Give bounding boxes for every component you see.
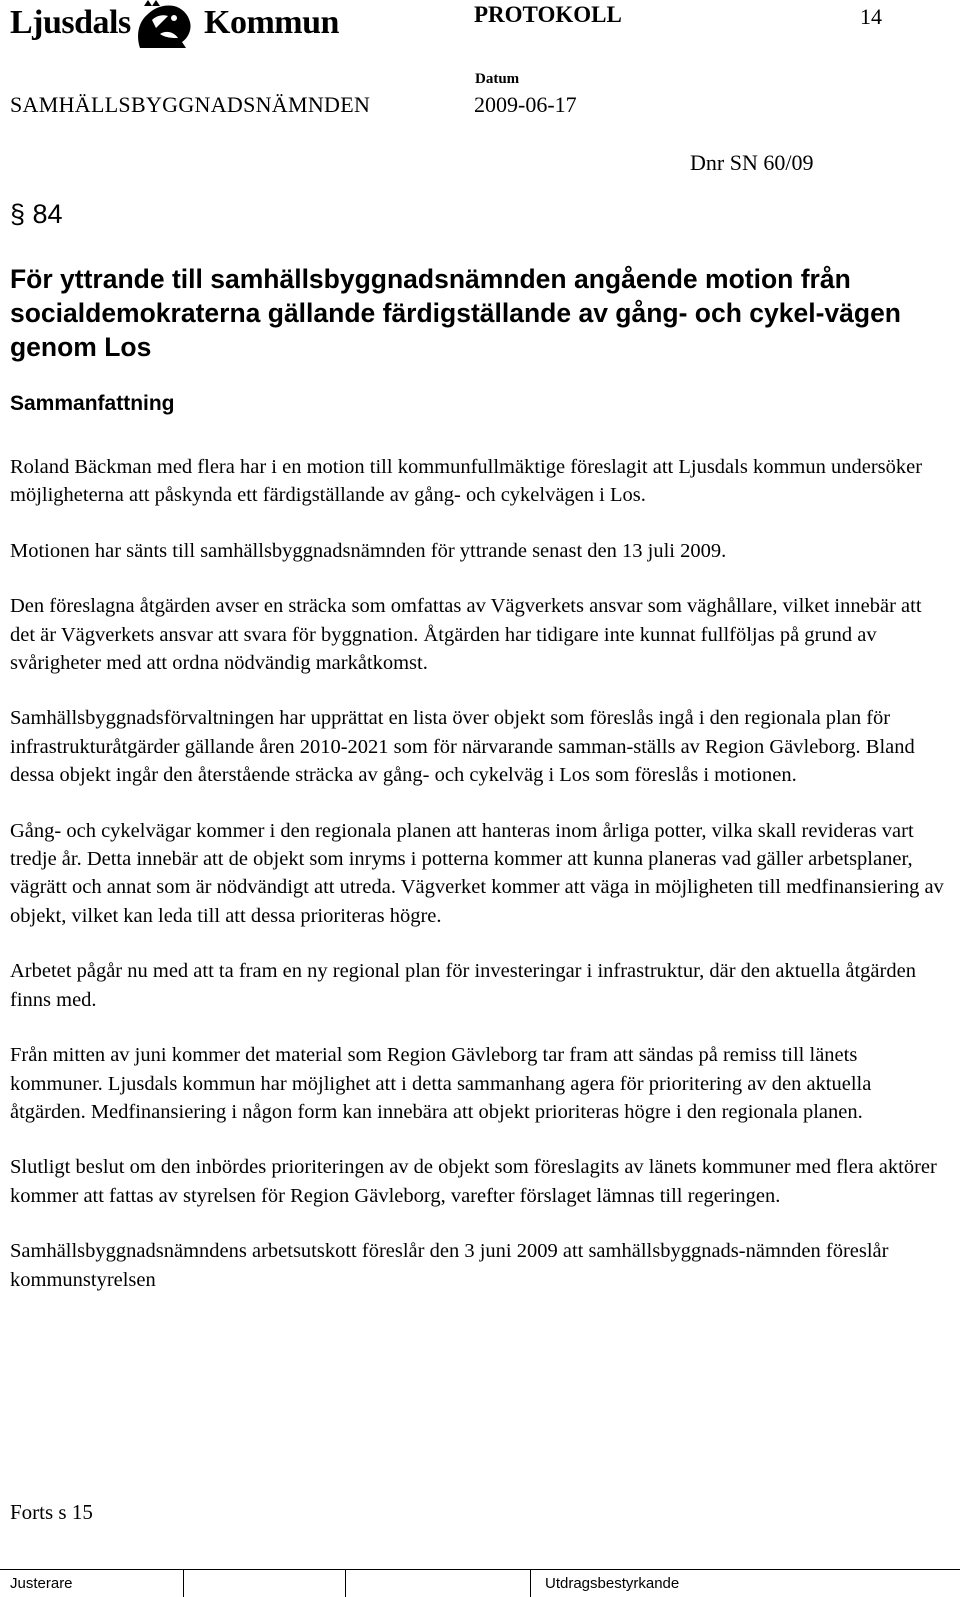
paragraph-number: § 84 (10, 199, 63, 229)
body-paragraph: Motionen har sänts till samhällsbyggnadsnämnden för yttrande senast den 13 juli 2009. (10, 539, 727, 562)
signature-footer (0, 1569, 960, 1597)
logo-text-kommun: Kommun (204, 4, 339, 41)
justerare-label: Justerare (10, 1575, 73, 1592)
municipality-logo (10, 0, 339, 52)
body-paragraph: Slutligt beslut om den inbördes prioriteringen av de objekt som föreslagits av länets kommuner med flera aktörer kommer att fattas av styrelsen för Region Gävleborg, varefter förslaget lämnas till regeringen. (10, 1156, 937, 1207)
body-text (10, 453, 945, 1321)
body-paragraph: Arbetet pågår nu med att ta fram en ny regional plan för investeringar i infrastruktur, där den aktuella åtgärden finns med. (10, 960, 916, 1011)
case-number: Dnr SN 60/09 (690, 150, 814, 175)
body-paragraph: Samhällsbyggnadsförvaltningen har upprättat en lista över objekt som föreslås ingå i den regionala plan för infrastrukturåtgärder gällande åren 2010-2021 som för närvarande samman-ställs av Region Gävleborg. Bland dessa objekt ingår den återstående sträcka av gång- och cykelväg i Los som föreslås i motionen. (10, 707, 915, 787)
lion-crest-icon (130, 0, 200, 52)
date-label: Datum (475, 71, 520, 87)
page-number: 14 (860, 4, 882, 29)
document-type: PROTOKOLL (474, 2, 622, 27)
justerare-signature-box (345, 1570, 346, 1597)
meeting-date: 2009-06-17 (474, 92, 577, 117)
justerare-signature-box (183, 1570, 184, 1597)
utdragsbestyrkande-cell (530, 1570, 680, 1597)
body-paragraph: Roland Bäckman med flera har i en motion till kommunfullmäktige föreslagit att Ljusdals kommun undersöker möjligheterna att påskynda ett färdigställande av gång- och cykelvägen i Los. (10, 456, 923, 507)
logo-text-ljusdals: Ljusdals (10, 4, 131, 41)
utdragsbestyrkande-label: Utdragsbestyrkande (545, 1575, 680, 1592)
committee-name: SAMHÄLLSBYGGNADSNÄMNDEN (10, 92, 371, 117)
body-paragraph: Från mitten av juni kommer det material som Region Gävleborg tar fram att sändas på remiss till länets kommuner. Ljusdals kommun har möjlighet att i detta sammanhang agera för prioritering av den aktuella åtgärden. Medfinansiering i någon form kan innebära att objekt prioriteras högre i den regionala planen. (10, 1044, 872, 1123)
continuation-note: Forts s 15 (10, 1500, 93, 1524)
body-paragraph: Gång- och cykelvägar kommer i den regionala planen att hanteras inom årliga potter, vilka skall revideras vart tredje år. Detta innebär att de objekt som inryms i potterna kommer att kunna planeras vad gäller arbetsplaner, vägrätt och annat som är nödvändigt att utreda. Vägverket kommer att väga in möjligheten till medfinansiering av objekt, vilket kan leda till att dessa prioriteras högre. (10, 819, 944, 927)
section-heading: Sammanfattning (10, 392, 175, 415)
body-paragraph: Samhällsbyggnadsnämndens arbetsutskott föreslår den 3 juni 2009 att samhällsbyggnads-nämnden föreslår kommunstyrelsen (10, 1240, 889, 1291)
body-paragraph: Den föreslagna åtgärden avser en sträcka som omfattas av Vägverkets ansvar som väghållare, vilket innebär att det är Vägverkets ansvar att svara för byggnation. Åtgärden har tidigare inte kunnat fullföljas på grund av svårigheter med att ordna nödvändig markåtkomst. (10, 595, 922, 675)
document-title: För yttrande till samhällsbyggnadsnämnden angående motion från socialdemokraterna gällande färdigställande av gång- och cykel-vägen genom Los (10, 264, 901, 362)
